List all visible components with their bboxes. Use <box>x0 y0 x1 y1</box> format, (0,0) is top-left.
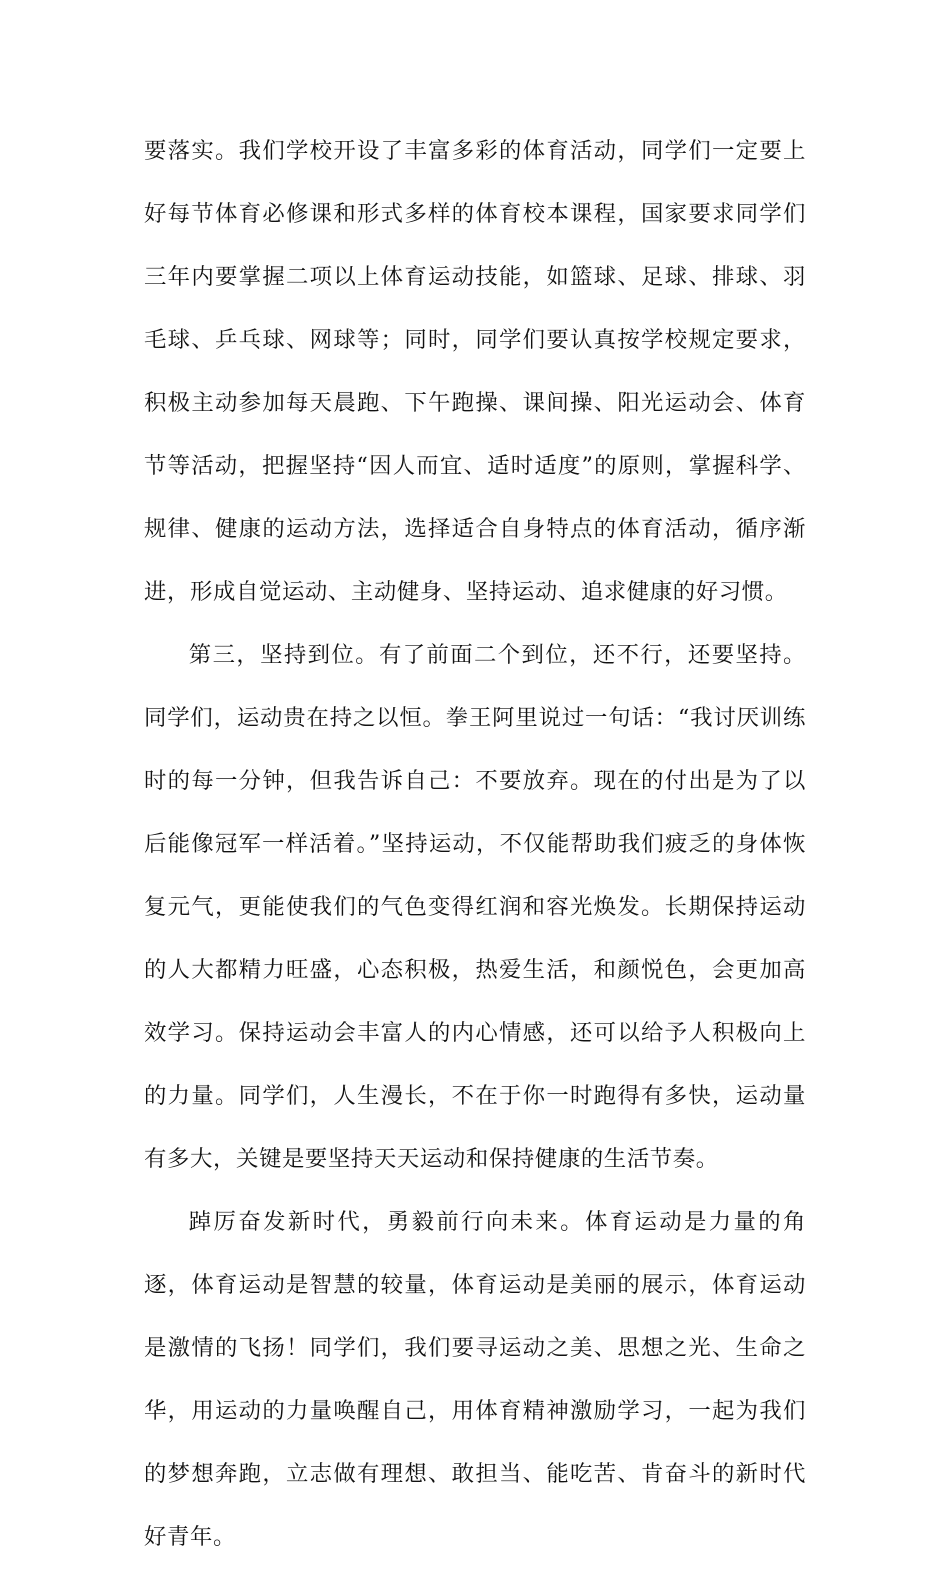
paragraph-continuation: 要落实。我们学校开设了丰富多彩的体育活动，同学们一定要上好每节体育必修课和形式多样的体育校本课程，国家要求同学们三年内要掌握二项以上体育运动技能，如篮球、足球、排球、羽毛球、乒乓球、网球等；同时，同学们要认真按学校规定要求，积极主动参加每天晨跑、下午跑操、课间操、阳光运动会、体育节等活动，把握坚持“因人而宜、适时适度”的原则，掌握科学、规律、健康的运动方法，选择适合自身特点的体育活动，循序渐进，形成自觉运动、主动健身、坚持运动、追求健康的好习惯。 <box>144 138 806 605</box>
document-page <box>144 120 806 1569</box>
paragraph-third-point: 第三，坚持到位。有了前面二个到位，还不行，还要坚持。同学们，运动贵在持之以恒。拳王阿里说过一句话：“我讨厌训练时的每一分钟，但我告诉自己：不要放弃。现在的付出是为了以后能像冠军一样活着。”坚持运动，不仅能帮助我们疲乏的身体恢复元气，更能使我们的气色变得红润和容光焕发。长期保持运动的人大都精力旺盛，心态积极，热爱生活，和颜悦色，会更加高效学习。保持运动会丰富人的内心情感，还可以给予人积极向上的力量。同学们，人生漫长，不在于你一时跑得有多快，运动量有多大，关键是要坚持天天运动和保持健康的生活节奏。 <box>144 642 806 1172</box>
paragraph-conclusion: 踔厉奋发新时代，勇毅前行向未来。体育运动是力量的角逐，体育运动是智慧的较量，体育运动是美丽的展示，体育运动是激情的飞扬！同学们，我们要寻运动之美、思想之光、生命之华，用运动的力量唤醒自己，用体育精神激励学习，一起为我们的梦想奔跑，立志做有理想、敢担当、能吃苦、肯奋斗的新时代好青年。 <box>144 1209 806 1550</box>
